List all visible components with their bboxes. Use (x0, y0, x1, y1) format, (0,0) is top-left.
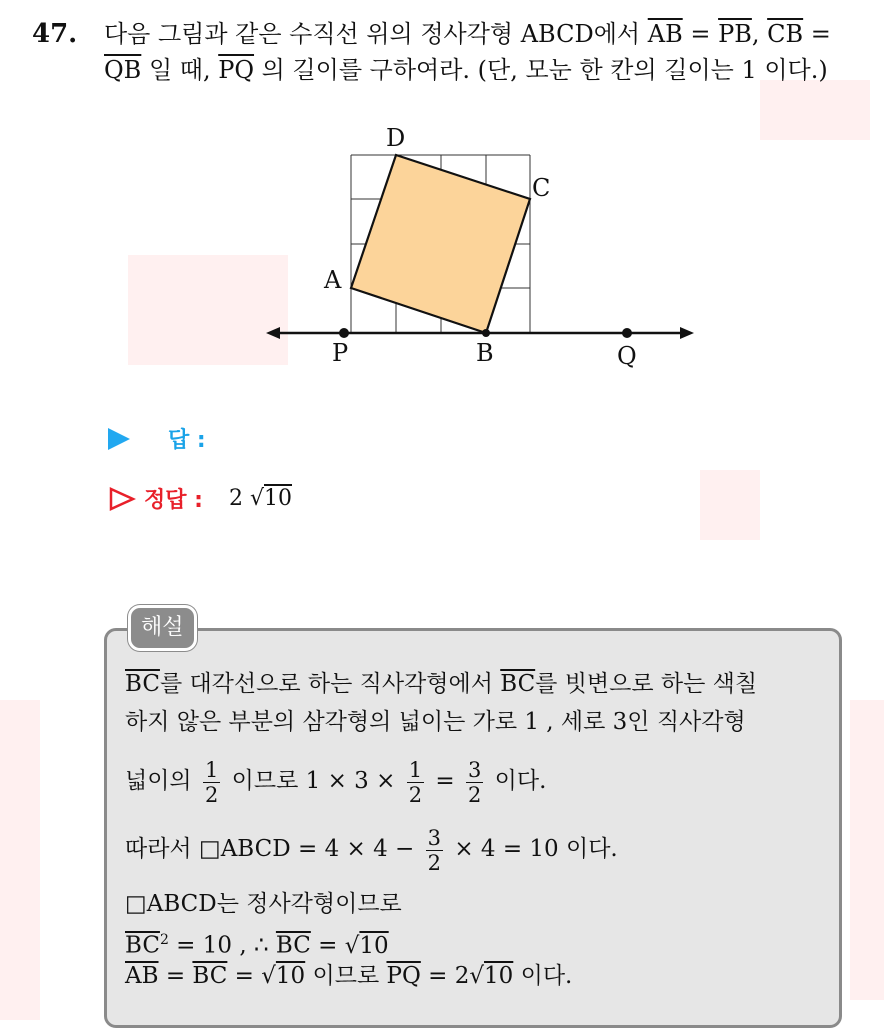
sqrt: √10 (249, 486, 292, 511)
segment-bc: $\overline{BC}$ (192, 963, 228, 989)
question-text: 다음 그림과 같은 수직선 위의 정사각형 ABCD에서 (104, 20, 648, 48)
numerator: 1 (204, 757, 219, 782)
answer-row (108, 423, 206, 454)
question-text: 일 때, (141, 56, 219, 84)
segment-bc: $\overline{BC}$ (500, 671, 536, 697)
segment-bc: $\overline{BC}$ (125, 932, 160, 959)
correct-answer-value (229, 486, 292, 511)
fraction-one-half (203, 758, 220, 807)
explanation-text: 넓이의 (125, 768, 192, 794)
equals-sign: = (227, 963, 262, 989)
answer-label: 답 : (168, 428, 206, 453)
square-on-number-line-figure (260, 120, 700, 380)
label-b: B (476, 339, 494, 367)
equals-sign: = (310, 932, 345, 959)
explanation-line-7 (125, 961, 572, 991)
explanation-text: 따라서 □ABCD = 4 × 4 − (125, 836, 415, 862)
correct-answer-label: 정답 : (144, 488, 203, 513)
question-text: 의 길이를 구하여라. (단, 모눈 한 칸의 길이는 1 이다.) (254, 56, 828, 84)
explanation-box (104, 628, 842, 1028)
background-decoration (760, 80, 870, 140)
explanation-line-1 (125, 669, 757, 699)
denominator: 2 (467, 782, 482, 807)
equals-sign: = (158, 963, 193, 989)
play-triangle-icon (108, 428, 130, 450)
equals-sign: = (428, 768, 462, 794)
explanation-text: 이다. (487, 768, 547, 794)
equals-sign: = (682, 20, 719, 48)
explanation-text: × 4 = 10 이다. (454, 836, 618, 862)
explanation-line-6 (125, 925, 389, 961)
explanation-text: 이므로 (305, 963, 387, 989)
outline-triangle-icon (108, 487, 136, 511)
coefficient: 2 (228, 486, 243, 511)
label-c: C (532, 174, 551, 202)
denominator: 2 (427, 850, 441, 875)
equals-sign: = (803, 20, 831, 48)
comma: , (751, 20, 768, 48)
denominator: 2 (408, 782, 423, 807)
square-abcd (351, 155, 530, 333)
explanation-text: = 2 (420, 963, 470, 989)
explanation-tab: 해설 (128, 605, 197, 651)
explanation-text: 이므로 1 × 3 × (224, 768, 396, 794)
segment-ab: $\overline{AB}$ (125, 963, 159, 989)
segment-cb: $\overline{CB}$ (767, 20, 804, 48)
label-p: P (332, 339, 349, 367)
radicand: 10 (359, 932, 389, 959)
sqrt: √10 (261, 963, 306, 989)
explanation-text: 이다. (513, 963, 573, 989)
sqrt: √10 (344, 932, 389, 959)
fraction-three-halves (426, 826, 443, 875)
background-decoration (700, 470, 760, 540)
explanation-line-4 (125, 821, 618, 877)
fraction-one-half (407, 758, 424, 807)
explanation-text: 를 빗변으로 하는 색칠 (535, 671, 758, 697)
radicand: 10 (264, 486, 292, 511)
explanation-line-3 (125, 753, 546, 809)
numerator: 1 (408, 757, 423, 782)
right-arrow-icon (680, 327, 694, 339)
segment-pq: $\overline{PQ}$ (386, 963, 421, 989)
segment-bc: $\overline{BC}$ (125, 671, 160, 697)
point-q (622, 328, 632, 338)
label-d: D (386, 124, 406, 152)
correct-answer-row (108, 483, 292, 514)
background-decoration (850, 700, 884, 1000)
question-line-2 (104, 52, 828, 88)
segment-ab: $\overline{AB}$ (647, 20, 683, 48)
explanation-text: 를 대각선으로 하는 직사각형에서 (159, 671, 501, 697)
segment-qb: $\overline{QB}$ (104, 56, 142, 84)
denominator: 2 (204, 782, 219, 807)
label-q: Q (617, 342, 637, 370)
segment-pb: $\overline{PB}$ (718, 20, 752, 48)
explanation-text: = 10 , ∴ (168, 932, 276, 959)
label-a: A (324, 266, 342, 294)
left-arrow-icon (266, 327, 280, 339)
numerator: 3 (427, 825, 441, 850)
question-number: 47. (32, 19, 78, 49)
explanation-line-2: 하지 않은 부분의 삼각형의 넓이는 가로 1 , 세로 3인 직사각형 (125, 709, 746, 735)
segment-pq: $\overline{PQ}$ (218, 56, 255, 84)
exponent: 2 (159, 932, 169, 948)
numerator: 3 (467, 757, 482, 782)
fraction-three-halves (466, 758, 483, 807)
explanation-line-5: □ABCD는 정사각형이므로 (125, 891, 402, 917)
point-b (482, 329, 490, 337)
sqrt: √10 (469, 963, 514, 989)
question-line-1 (104, 16, 831, 52)
radicand: 10 (275, 963, 306, 989)
radicand: 10 (484, 963, 514, 989)
segment-bc: $\overline{BC}$ (275, 932, 311, 959)
point-p (339, 328, 349, 338)
background-decoration (0, 700, 40, 1020)
